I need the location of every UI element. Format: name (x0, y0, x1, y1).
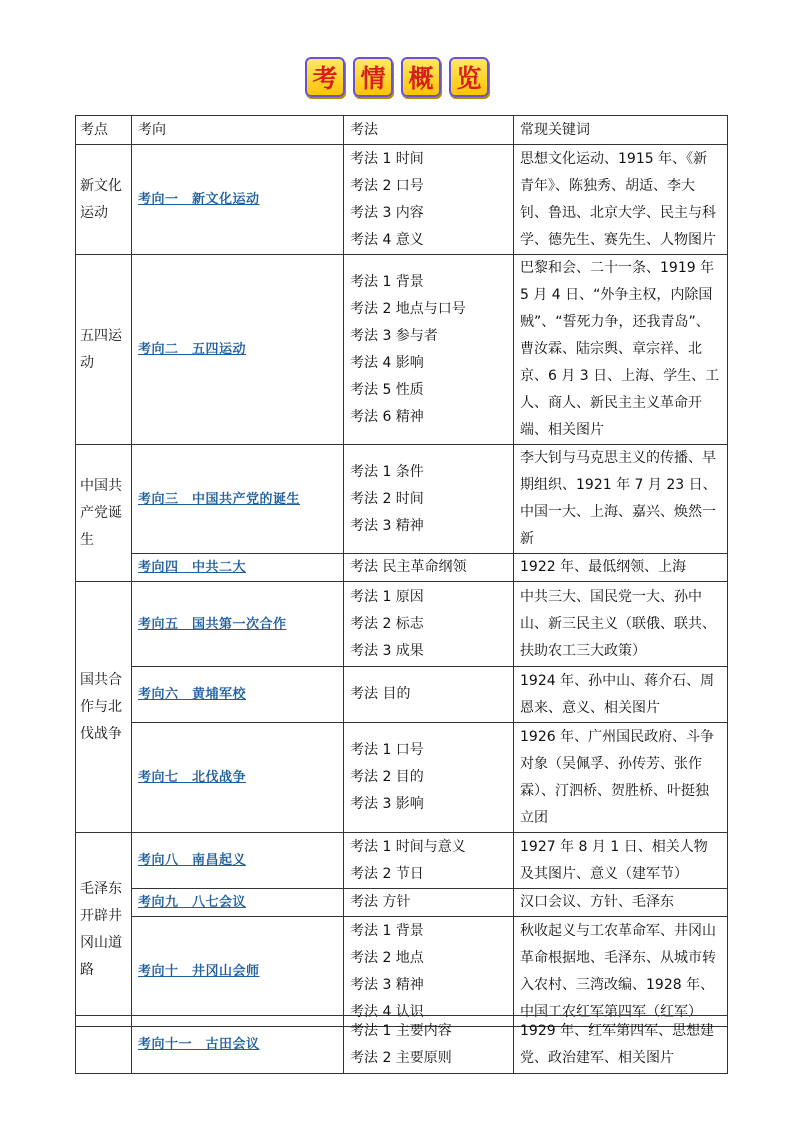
exam-direction-cell (132, 145, 344, 255)
exam-method: 考法 方针 (350, 894, 411, 910)
exam-method: 考法 3 内容 (350, 204, 424, 221)
keywords-cell: 巴黎和会、二十一条、1919 年 5 月 4 日、“外争主权，内除国贼”、“誓死力争，还我青岛”、曹汝霖、陆宗舆、章宗祥、北京、6 月 3 日、上海、学生、工人、商人、新民主主义革命开端、相关图片 (514, 255, 728, 445)
exam-method: 考法 目的 (350, 686, 411, 702)
exam-method: 考法 3 精神 (350, 517, 424, 534)
exam-point-cell: 毛泽东开辟井冈山道路 (76, 833, 132, 1027)
exam-method-cell (344, 255, 514, 445)
table-row (76, 554, 728, 582)
exam-method: 考法 民主革命纲领 (350, 559, 467, 575)
exam-method: 考法 3 影响 (350, 796, 424, 812)
exam-method: 考法 2 地点与口号 (350, 300, 466, 317)
header-exam-method: 考法 (344, 116, 514, 145)
keywords-cell: 中共三大、国民党一大、孙中山、新三民主义（联俄、联共、扶助农工三大政策） (514, 582, 728, 667)
exam-direction-cell (132, 917, 344, 1027)
exam-method-cell (344, 582, 514, 667)
exam-direction-link[interactable]: 考向九 八七会议 (138, 895, 247, 910)
exam-method: 考法 2 目的 (350, 769, 424, 785)
exam-method: 考法 1 原因 (350, 588, 424, 605)
keywords-cell: 1924 年、孙中山、蒋介石、周恩来、意义、相关图片 (514, 667, 728, 723)
exam-direction-link[interactable]: 考向二 五四运动 (138, 342, 247, 357)
table-row (76, 582, 728, 667)
exam-method: 考法 5 性质 (350, 381, 424, 398)
table-row (76, 917, 728, 1027)
keywords-cell: 思想文化运动、1915 年、《新青年》、陈独秀、胡适、李大钊、鲁迅、北京大学、民主与科学、德先生、赛先生、人物图片 (514, 145, 728, 255)
table-row (76, 1016, 728, 1074)
exam-method: 考法 4 认识 (350, 1003, 424, 1020)
exam-point-cell: 国共合作与北伐战争 (76, 582, 132, 833)
exam-direction-cell (132, 723, 344, 833)
overview-title (0, 57, 794, 97)
exam-method-cell (344, 917, 514, 1027)
exam-method: 考法 1 主要内容 (350, 1022, 452, 1039)
header-exam-direction: 考向 (132, 116, 344, 145)
exam-method: 考法 1 条件 (350, 463, 424, 480)
exam-method: 考法 1 时间与意义 (350, 838, 466, 855)
exam-method: 考法 2 标志 (350, 615, 424, 632)
exam-direction-link[interactable]: 考向十 井冈山会师 (138, 964, 260, 979)
exam-method-cell (344, 554, 514, 582)
exam-direction-link[interactable]: 考向五 国共第一次合作 (138, 616, 287, 632)
exam-method: 考法 2 主要原则 (350, 1049, 452, 1066)
exam-method: 考法 3 参与者 (350, 327, 438, 344)
keywords-cell: 1927 年 8 月 1 日、相关人物及其图片、意义（建军节） (514, 833, 728, 889)
exam-method: 考法 1 背景 (350, 273, 424, 290)
table-row (76, 145, 728, 255)
exam-method: 考法 1 时间 (350, 150, 424, 167)
exam-method-cell (344, 833, 514, 889)
title-char-tile: 考 (305, 57, 345, 97)
keywords-cell: 1922 年、最低纲领、上海 (514, 554, 728, 582)
keywords-cell: 秋收起义与工农革命军、井冈山革命根据地、毛泽东、从城市转入农村、三湾改编、1928 年、中国工农红军第四军（红军） (514, 917, 728, 1027)
table-header-row (76, 116, 728, 145)
exam-overview-table (75, 115, 728, 1027)
exam-direction-link[interactable]: 考向十一 古田会议 (138, 1037, 260, 1052)
exam-method: 考法 1 背景 (350, 922, 424, 939)
exam-method-cell (344, 145, 514, 255)
exam-direction-link[interactable]: 考向六 黄埔军校 (138, 687, 247, 702)
exam-direction-cell (132, 554, 344, 582)
exam-point-cell: 五四运动 (76, 255, 132, 445)
keywords-cell: 1929 年、红军第四军、思想建党、政治建军、相关图片 (514, 1016, 728, 1074)
exam-method-cell (344, 1016, 514, 1074)
table-row (76, 255, 728, 445)
table-row (76, 667, 728, 723)
exam-direction-cell (132, 889, 344, 917)
header-keywords: 常现关键词 (514, 116, 728, 145)
exam-method: 考法 3 成果 (350, 642, 424, 659)
exam-direction-cell (132, 833, 344, 889)
exam-method: 考法 4 影响 (350, 354, 424, 371)
exam-method-cell (344, 723, 514, 833)
exam-method: 考法 2 地点 (350, 949, 424, 966)
exam-point-cell: 新文化运动 (76, 145, 132, 255)
exam-point-cell (76, 1016, 132, 1074)
title-char-tile: 览 (449, 57, 489, 97)
exam-method-cell (344, 889, 514, 917)
table-row (76, 889, 728, 917)
exam-method: 考法 2 时间 (350, 490, 424, 507)
exam-direction-cell (132, 582, 344, 667)
exam-point-cell: 中国共产党诞生 (76, 445, 132, 582)
exam-direction-link[interactable]: 考向八 南昌起义 (138, 853, 247, 868)
exam-method: 考法 4 意义 (350, 231, 424, 248)
keywords-cell: 李大钊与马克思主义的传播、早期组织、1921 年 7 月 23 日、中国一大、上海、嘉兴、焕然一新 (514, 445, 728, 554)
exam-direction-cell (132, 255, 344, 445)
exam-direction-link[interactable]: 考向三 中国共产党的诞生 (138, 491, 301, 507)
exam-direction-cell (132, 1016, 344, 1074)
exam-method: 考法 6 精神 (350, 408, 424, 425)
exam-direction-link[interactable]: 考向一 新文化运动 (138, 192, 260, 207)
exam-direction-cell (132, 445, 344, 554)
exam-method-cell (344, 667, 514, 723)
exam-method: 考法 2 节日 (350, 865, 424, 882)
title-char-tile: 情 (353, 57, 393, 97)
title-char-tile: 概 (401, 57, 441, 97)
exam-method: 考法 1 口号 (350, 742, 424, 758)
exam-overview-table-continued (75, 1015, 728, 1074)
keywords-cell: 汉口会议、方针、毛泽东 (514, 889, 728, 917)
exam-direction-link[interactable]: 考向七 北伐战争 (138, 770, 247, 785)
table-row (76, 723, 728, 833)
exam-method: 考法 2 口号 (350, 177, 424, 194)
keywords-cell: 1926 年、广州国民政府、斗争对象（吴佩孚、孙传芳、张作霖）、汀泗桥、贺胜桥、叶挺独立团 (514, 723, 728, 833)
exam-method-cell (344, 445, 514, 554)
header-exam-point: 考点 (76, 116, 132, 145)
exam-method: 考法 3 精神 (350, 976, 424, 993)
table-row (76, 833, 728, 889)
table-row (76, 445, 728, 554)
exam-direction-cell (132, 667, 344, 723)
exam-direction-link[interactable]: 考向四 中共二大 (138, 560, 247, 575)
